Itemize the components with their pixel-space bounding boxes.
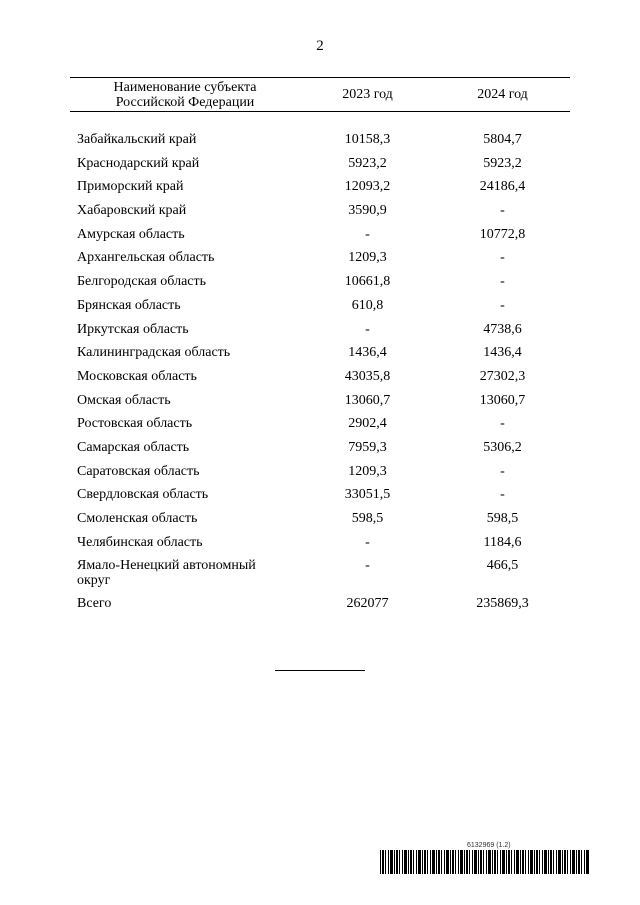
- row-value-2023: 13060,7: [344, 392, 391, 408]
- table-row: [70, 416, 570, 440]
- table-row: [70, 156, 570, 180]
- row-value-2024: 598,5: [486, 511, 519, 526]
- page-number: 2: [316, 38, 324, 54]
- row-name: Белгородская область: [77, 274, 207, 290]
- row-value-2024: 1436,4: [483, 345, 522, 361]
- row-value-2024: 1184,6: [483, 534, 522, 550]
- row-name: Калининградская область: [77, 345, 231, 361]
- table-row: [70, 440, 570, 464]
- row-value-2023: 5923,2: [348, 155, 387, 171]
- table-row: [70, 369, 570, 393]
- row-value-2023: 1209,3: [348, 250, 387, 266]
- table-row: [70, 112, 570, 156]
- row-name: Свердловская область: [77, 487, 209, 503]
- table-row: [70, 203, 570, 227]
- row-value-2023: 598,5: [351, 511, 384, 526]
- row-name: Архангельская область: [77, 250, 215, 266]
- row-value-2023: -: [365, 534, 370, 550]
- header-subject: [70, 78, 300, 112]
- row-value-2024: 5804,7: [483, 132, 522, 147]
- row-name: Омская область: [77, 392, 171, 408]
- row-value-2023: 10158,3: [344, 132, 391, 147]
- table-row: [70, 345, 570, 369]
- row-name: [70, 558, 300, 596]
- table-row: [70, 250, 570, 274]
- table-row: [70, 179, 570, 203]
- table-header-row: [70, 78, 570, 112]
- row-value-2024: -: [500, 416, 505, 432]
- row-value-2024: -: [500, 203, 505, 219]
- row-value-2023: 1209,3: [348, 463, 387, 479]
- table-row: [70, 464, 570, 488]
- row-value-2024: 4738,6: [483, 321, 522, 337]
- table-row: [70, 227, 570, 251]
- row-value-2024: 27302,3: [479, 368, 526, 384]
- row-value-2024: -: [500, 487, 505, 503]
- table-row: [70, 322, 570, 346]
- row-value-2023: -: [365, 321, 370, 337]
- row-name: Амурская область: [77, 226, 185, 242]
- row-value-2023: 7959,3: [348, 439, 387, 455]
- header-subject-line2: Российской Федерации: [115, 94, 255, 110]
- table-row: [70, 558, 570, 596]
- row-value-2024: 5306,2: [483, 439, 522, 455]
- row-name: Приморский край: [77, 179, 184, 195]
- row-value-2024: -: [500, 250, 505, 266]
- data-table: [70, 77, 570, 620]
- row-value-2023: 610,8: [351, 297, 384, 313]
- row-name: Брянская область: [77, 297, 181, 313]
- end-of-document-divider: [275, 670, 365, 671]
- row-value-2023: 12093,2: [344, 179, 391, 195]
- total-value-2024: 235869,3: [476, 596, 529, 612]
- header-2024: 2024 год: [435, 78, 570, 112]
- total-label: Всего: [77, 596, 112, 612]
- total-row: [70, 596, 570, 620]
- row-name: Иркутская область: [77, 321, 189, 337]
- row-value-2023: 2902,4: [348, 416, 387, 432]
- row-value-2024: -: [500, 463, 505, 479]
- row-name-line1: Ямало-Ненецкий автономный: [77, 558, 256, 574]
- row-name: Челябинская область: [77, 534, 203, 550]
- row-value-2023: 10661,8: [344, 274, 391, 290]
- row-name: Краснодарский край: [77, 155, 200, 171]
- table-row: [70, 535, 570, 559]
- row-name: Забайкальский край: [77, 132, 197, 147]
- row-name: Ростовская область: [77, 416, 193, 432]
- row-value-2023: 43035,8: [344, 368, 391, 384]
- table-row: [70, 393, 570, 417]
- barcode-image: [380, 850, 590, 874]
- header-subject-line1: Наименование субъекта: [113, 79, 257, 95]
- header-2023: 2023 год: [300, 78, 435, 112]
- table-row: [70, 511, 570, 535]
- row-value-2024: 5923,2: [483, 155, 522, 171]
- row-name: Самарская область: [77, 439, 190, 455]
- row-value-2023: 1436,4: [348, 345, 387, 361]
- row-name-line2: округ: [77, 573, 111, 589]
- row-value-2023: 3590,9: [348, 203, 387, 219]
- barcode-code: 6132969 (1.2): [467, 842, 511, 849]
- row-name: Саратовская область: [77, 463, 200, 479]
- row-value-2023: 33051,5: [344, 487, 391, 503]
- table-row: [70, 298, 570, 322]
- row-value-2024: -: [500, 297, 505, 313]
- row-name: Хабаровский край: [77, 203, 187, 219]
- table-row: [70, 274, 570, 298]
- row-value-2024: -: [500, 274, 505, 290]
- table-row: [70, 487, 570, 511]
- allocation-table: [70, 77, 570, 620]
- row-value-2024: 13060,7: [479, 392, 526, 408]
- row-value-2023: -: [365, 226, 370, 242]
- row-value-2023: -: [365, 558, 370, 574]
- row-value-2024: 466,5: [486, 558, 519, 574]
- row-value-2024: 24186,4: [479, 179, 526, 195]
- row-name: Московская область: [77, 368, 197, 384]
- row-name: Смоленская область: [77, 511, 198, 526]
- row-value-2024: 10772,8: [479, 226, 526, 242]
- total-value-2023: 262077: [346, 596, 389, 612]
